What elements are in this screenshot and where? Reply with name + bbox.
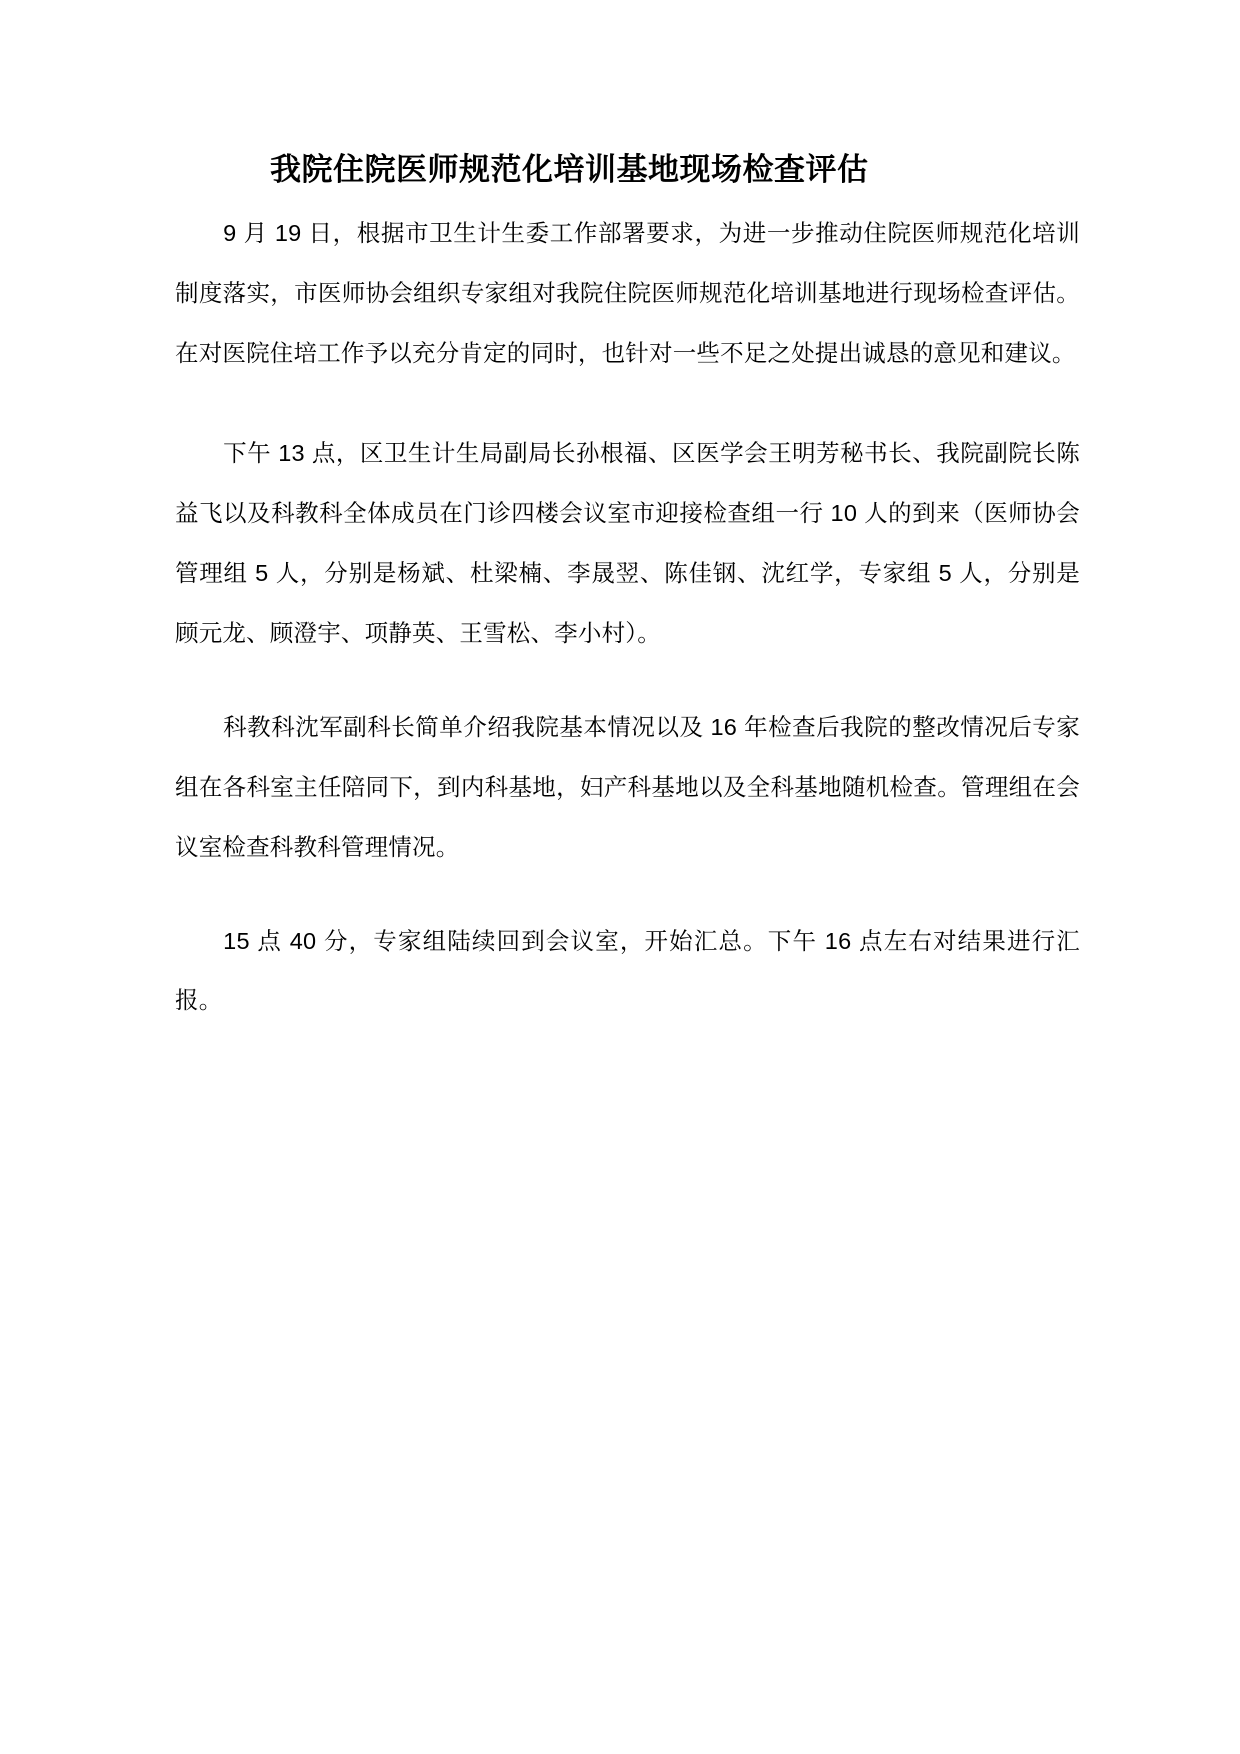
paragraph-spacer [175, 664, 1080, 698]
page-title: 我院住院医师规范化培训基地现场检查评估 [270, 152, 869, 187]
paragraph-2: 下午 13 点，区卫生计生局副局长孙根福、区医学会王明芳秘书长、我院副院长陈益飞以及科教科全体成员在门诊四楼会议室市迎接检查组一行 10 人的到来（医师协会管理组 5 人，分别是杨斌、杜梁楠、李晟翌、陈佳钢、沈红学，专家组 5 人，分别是顾元龙、顾澄宇、项静英、王雪松、李小村）。 [175, 440, 1080, 646]
paragraph-3: 科教科沈军副科长简单介绍我院基本情况以及 16 年检查后我院的整改情况后专家组在各科室主任陪同下，到内科基地，妇产科基地以及全科基地随机检查。管理组在会议室检查科教科管理情况。 [175, 713, 1080, 860]
paragraph-spacer [175, 878, 1080, 912]
paragraph-spacer [175, 384, 1080, 424]
paragraph-4: 15 点 40 分，专家组陆续回到会议室，开始汇总。下午 16 点左右对结果进行汇报。 [175, 927, 1080, 1014]
paragraph-1: 9 月 19 日，根据市卫生计生委工作部署要求，为进一步推动住院医师规范化培训制度落实，市医师协会组织专家组对我院住院医师规范化培训基地进行现场检查评估。在对医院住培工作予以充分肯定的同时，也针对一些不足之处提出诚恳的意见和建议。 [175, 220, 1080, 367]
